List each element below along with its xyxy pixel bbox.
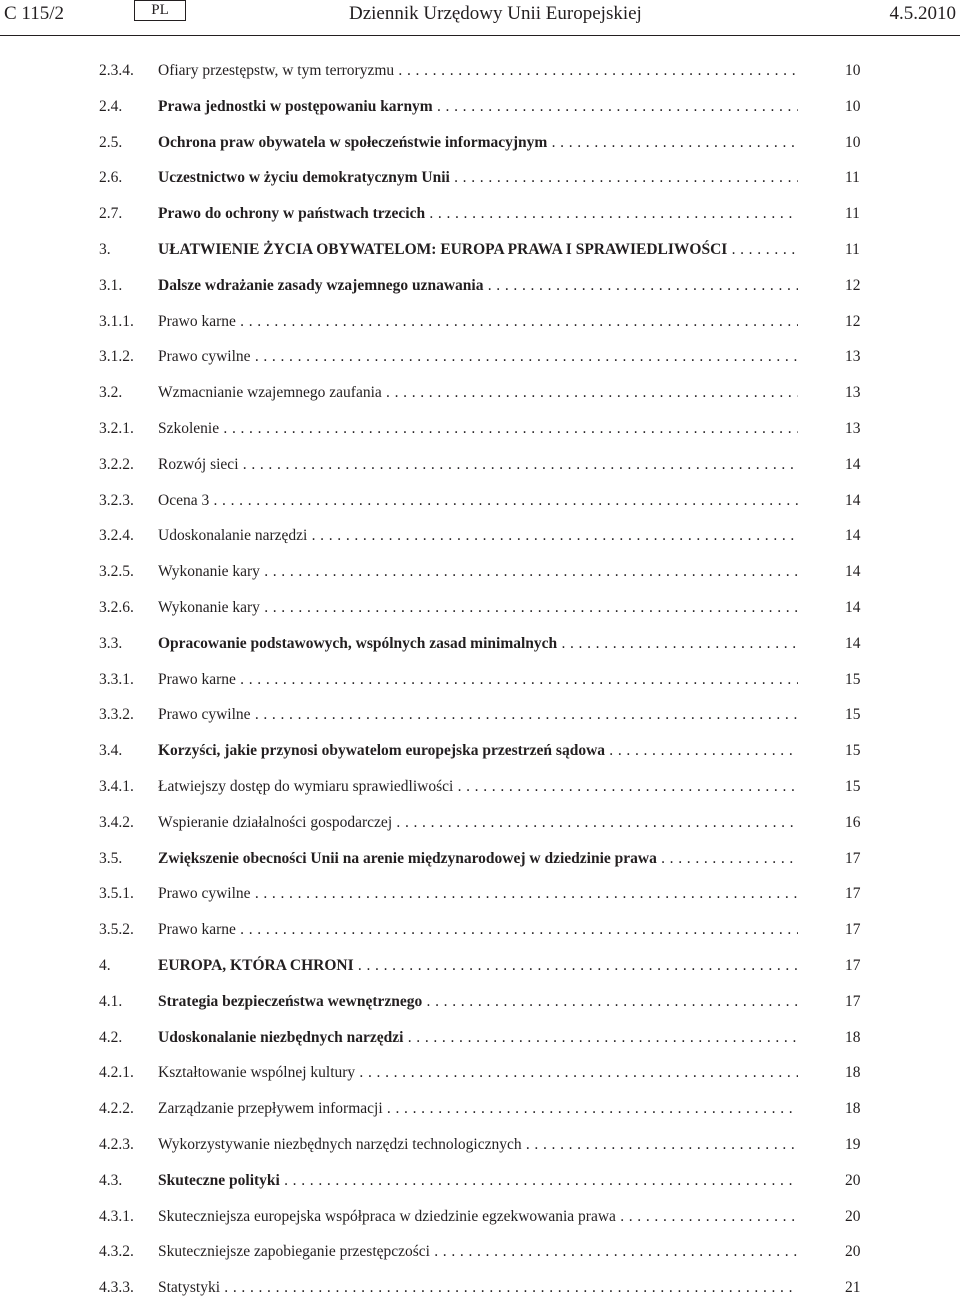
toc-entry-page: 14 [845,455,861,473]
toc-entry-title: Łatwiejszy dostęp do wymiaru sprawiedliwości [158,778,454,795]
toc-entry-leader [158,344,798,370]
toc-entry[interactable] [0,416,960,442]
toc-entry-title: UŁATWIENIE ŻYCIA OBYWATELOM: EUROPA PRAWA I SPRAWIEDLIWOŚCI [158,241,728,258]
toc-entry[interactable] [0,523,960,549]
toc-entry-title: EUROPA, KTÓRA CHRONI [158,957,354,974]
toc-entry-title: Wykonanie kary [158,563,260,581]
toc-entry-page: 19 [845,1136,861,1153]
toc-entry[interactable] [0,452,960,478]
page-header [0,0,960,36]
toc-entry[interactable] [0,702,960,728]
toc-entry-number: 4.2. [99,1028,123,1046]
toc-entry-leader [158,130,798,156]
toc-entry-page: 15 [845,742,861,760]
toc-entry-leader [158,1060,798,1086]
toc-entry-title: Dalsze wdrażanie zasady wzajemnego uznawania [158,276,484,294]
toc-entry-number: 3.5.2. [99,921,134,939]
toc-entry-leader [158,1168,798,1194]
toc-entry[interactable] [0,1025,960,1051]
toc-entry-page: 14 [845,599,861,616]
toc-entry-number: 3.3.1. [99,670,134,688]
toc-entry-page: 14 [845,527,861,545]
toc-entry-title: Wspieranie działalności gospodarczej [158,813,393,831]
toc-entry-page: 20 [845,1243,861,1261]
toc-entry-title: Rozwój sieci [158,455,239,473]
toc-entry-leader [158,1025,798,1051]
toc-entry-title: Szkolenie [158,420,220,437]
toc-entry[interactable] [0,237,960,263]
toc-entry-title: Prawo karne [158,312,236,330]
toc-entry-leader [158,953,798,979]
toc-entry-page: 13 [845,384,861,402]
toc-entry[interactable] [0,344,960,370]
publication-date: 4.5.2010 [889,3,956,24]
toc-entry-number: 3.2.2. [99,455,134,473]
toc-entry-number: 3.3.2. [99,706,134,724]
toc-entry-page: 20 [845,1171,861,1189]
toc-entry-page: 13 [845,420,861,437]
toc-entry-title: Wykonanie kary [158,599,260,616]
toc-entry[interactable] [0,165,960,191]
toc-entry-page: 14 [845,634,861,652]
language-box: PL [134,0,186,21]
toc-entry[interactable] [0,846,960,872]
toc-entry-leader [158,881,798,907]
toc-entry-title: Prawa jednostki w postępowaniu karnym [158,97,433,115]
toc-entry-page: 18 [845,1028,861,1046]
toc-entry-page: 16 [845,813,861,831]
toc-entry-leader [158,1096,798,1122]
toc-entry-number: 3.5. [99,849,123,867]
toc-entry[interactable] [0,559,960,585]
toc-entry-number: 2.7. [99,205,123,223]
toc-entry-title: Prawo cywilne [158,348,251,366]
toc-entry-title: Skuteczne polityki [158,1171,280,1189]
toc-entry[interactable] [0,953,960,979]
toc-entry-number: 3.1.2. [99,348,134,366]
toc-entry-title: Strategia bezpieczeństwa wewnętrznego [158,992,423,1010]
toc-entry[interactable] [0,130,960,156]
toc-entry[interactable] [0,881,960,907]
toc-entry-page: 11 [845,169,860,187]
toc-entry-page: 11 [845,205,860,223]
toc-entry-title: Uczestnictwo w życiu demokratycznym Unii [158,169,450,187]
toc-entry[interactable] [0,989,960,1015]
toc-entry-page: 17 [845,885,861,903]
toc-entry[interactable] [0,1275,960,1301]
toc-entry-leader [158,380,798,406]
toc-entry-page: 17 [845,992,861,1010]
toc-entry-number: 3.1.1. [99,312,134,330]
toc-entry-page: 13 [845,348,861,366]
toc-entry[interactable] [0,738,960,764]
toc-entry-leader [158,738,798,764]
toc-entry-page: 14 [845,563,861,581]
toc-entry-number: 3.2.6. [99,599,134,616]
toc-entry-page: 18 [845,1064,861,1082]
toc-entry-number: 3.2.3. [99,491,134,509]
toc-entry[interactable] [0,488,960,514]
toc-entry-title: Ocena 3 [158,491,210,509]
toc-entry-number: 4.1. [99,992,123,1010]
toc-entry[interactable] [0,1168,960,1194]
toc-entry-leader [158,667,798,693]
toc-entry[interactable] [0,595,960,621]
toc-entry-title: Prawo cywilne [158,706,251,724]
toc-entry-page: 18 [845,1100,861,1118]
toc-entry-page: 20 [845,1207,861,1225]
toc-entry-number: 4.3.2. [99,1243,134,1261]
toc-entry-number: 3.4.1. [99,778,134,795]
toc-entry-title: Skuteczniejsza europejska współpraca w dziedzinie egzekwowania prawa [158,1207,616,1225]
toc-entry-leader [158,702,798,728]
toc-entry-page: 10 [845,62,861,79]
oj-reference: C 115/2 [4,3,64,24]
toc-entry-leader [158,559,798,585]
toc-entry-leader [158,846,798,872]
toc-entry-number: 3.2.5. [99,563,134,581]
toc-entry[interactable] [0,810,960,836]
toc-entry-number: 2.3.4. [99,62,134,79]
toc-entry-number: 3.4.2. [99,813,134,831]
toc-entry-number: 3.4. [99,742,123,760]
toc-entry-page: 17 [845,957,861,974]
toc-entry-title: Skuteczniejsze zapobieganie przestępczości [158,1243,430,1261]
toc-entry-number: 4.2.1. [99,1064,134,1082]
toc-entry-page: 12 [845,312,861,330]
toc-entry-number: 3. [99,241,111,258]
toc-entry[interactable] [0,201,960,227]
toc-entry[interactable] [0,1204,960,1230]
toc-entry[interactable] [0,1060,960,1086]
toc-entry-number: 3.2.4. [99,527,134,545]
toc-entry-leader [158,1204,798,1230]
toc-entry-page: 10 [845,97,861,115]
toc-entry-number: 4.3.3. [99,1279,134,1297]
toc-entry-leader [158,631,798,657]
toc-entry[interactable] [0,58,960,84]
toc-entry-page: 10 [845,133,861,151]
toc-entry-leader [158,989,798,1015]
toc-entry[interactable] [0,1239,960,1265]
toc-entry-title: Prawo karne [158,921,236,939]
journal-title: Dziennik Urzędowy Unii Europejskiej [349,3,642,24]
toc-entry-leader [158,309,798,335]
toc-entry-title: Prawo do ochrony w państwach trzecich [158,205,426,223]
toc-entry-page: 15 [845,706,861,724]
toc-entry-page: 21 [845,1279,861,1297]
toc-entry-leader [158,273,798,299]
toc-entry-title: Wykorzystywanie niezbędnych narzędzi technologicznych [158,1136,522,1153]
toc-entry[interactable] [0,631,960,657]
toc-entry-leader [158,774,798,800]
toc-entry-number: 3.5.1. [99,885,134,903]
toc-entry-page: 15 [845,778,861,795]
toc-entry-number: 3.2. [99,384,123,402]
toc-entry-number: 4. [99,957,111,974]
toc-entry-leader [158,523,798,549]
toc-entry-title: Zarządzanie przepływem informacji [158,1100,383,1118]
toc-entry-number: 3.2.1. [99,420,134,437]
header-divider [0,35,960,36]
toc-entry-page: 15 [845,670,861,688]
toc-entry-title: Kształtowanie wspólnej kultury [158,1064,356,1082]
toc-entry[interactable] [0,380,960,406]
toc-entry-page: 11 [845,241,860,258]
toc-entry-number: 4.3.1. [99,1207,134,1225]
toc-entry-title: Prawo cywilne [158,885,251,903]
toc-entry-title: Udoskonalanie niezbędnych narzędzi [158,1028,404,1046]
toc-entry[interactable] [0,917,960,943]
toc-entry-leader [158,917,798,943]
toc-entry[interactable] [0,94,960,120]
toc-entry[interactable] [0,774,960,800]
toc-entry-leader [158,1275,798,1301]
toc-entry-leader [158,416,798,442]
toc-entry-leader [158,58,798,84]
toc-entry-leader [158,452,798,478]
toc-entry-title: Wzmacnianie wzajemnego zaufania [158,384,382,402]
toc-entry-leader [158,1239,798,1265]
toc-entry-leader [158,165,798,191]
toc-entry-leader [158,1132,798,1158]
toc-entry[interactable] [0,667,960,693]
toc-entry-leader [158,595,798,621]
toc-entry-title: Prawo karne [158,670,236,688]
toc-entry-page: 17 [845,849,861,867]
toc-entry-number: 3.1. [99,276,123,294]
toc-entry-number: 2.5. [99,133,123,151]
toc-entry-title: Udoskonalanie narzędzi [158,527,308,545]
toc-entry-leader [158,94,798,120]
toc-entry-title: Zwiększenie obecności Unii na arenie międzynarodowej w dziedzinie prawa [158,849,657,867]
toc-entry-number: 4.2.2. [99,1100,134,1118]
toc-entry-number: 2.6. [99,169,123,187]
toc-entry[interactable] [0,309,960,335]
toc-entry[interactable] [0,273,960,299]
toc-entry-leader [158,237,798,263]
toc-entry[interactable] [0,1096,960,1122]
toc-entry-title: Ofiary przestępstw, w tym terroryzmu [158,62,395,79]
toc-entry-number: 3.3. [99,634,123,652]
toc-entry-leader [158,488,798,514]
toc-entry-number: 4.2.3. [99,1136,134,1153]
toc-entry[interactable] [0,1132,960,1158]
toc-entry-number: 2.4. [99,97,123,115]
toc-entry-number: 4.3. [99,1171,123,1189]
toc-entry-title: Korzyści, jakie przynosi obywatelom europejska przestrzeń sądowa [158,742,606,760]
toc-entry-page: 12 [845,276,861,294]
toc-entry-leader [158,810,798,836]
toc-entry-page: 17 [845,921,861,939]
toc-entry-leader [158,201,798,227]
toc-entry-title: Ochrona praw obywatela w społeczeństwie informacyjnym [158,133,548,151]
toc-entry-page: 14 [845,491,861,509]
toc-entry-title: Statystyki [158,1279,221,1297]
toc-entry-title: Opracowanie podstawowych, wspólnych zasad minimalnych [158,634,558,652]
